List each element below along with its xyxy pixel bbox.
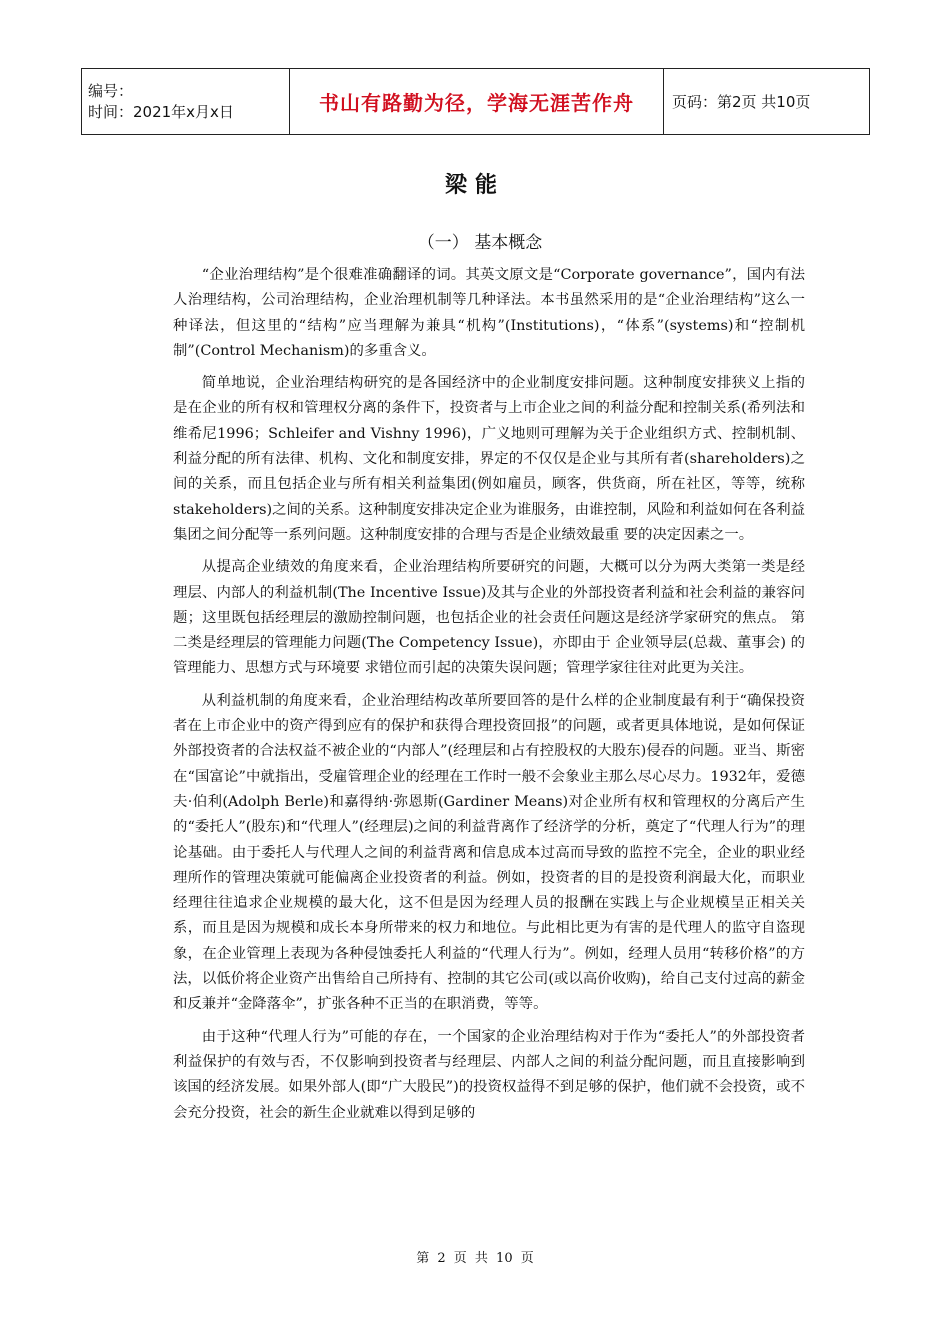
paragraph-5: 由于这种“代理人行为”可能的存在，一个国家的企业治理结构对于作为“委托人”的外部投资者利益保护的有效与否，不仅影响到投资者与经理层、内部人之间的利益分配问题，而且直接影响到该国的经济发展。如果外部人(即“广大股民”)的投资权益得不到足够的保护，他们就不会投资，或不会充分投资，社会的新生企业就难以得到足够的	[173, 1028, 805, 1121]
document-title: 梁能	[444, 173, 505, 198]
body-content	[173, 263, 805, 1133]
header-table	[81, 68, 870, 135]
paragraph-3: 从提高企业绩效的角度来看，企业治理结构所要研究的问题，大概可以分为两大类第一类是经理层、内部人的利益机制(The Incentive Issue)及其与企业的外部投资者利益和社会利益的兼容问题；这里既包括经理层的激励控制问题，也包括企业的社会责任问题这是经济学家研究的焦点。 第二类是经理层的管理能力问题(The Competency Issue)，亦即由于 企业领导层(总裁、董事会) 的管理能力、思想方式与环境要 求错位而引起的决策失误问题；管理学家往往对此更为关注。	[173, 559, 805, 677]
motto: 书山有路勤为径，学海无涯苦作舟	[290, 69, 664, 135]
header-left-cell	[82, 69, 290, 135]
paragraph-1: “企业治理结构”是个很难准确翻译的词。其英文原文是“Corporate governance”，国内有法人治理结构，公司治理结构，企业治理机制等几种译法。本书虽然采用的是“企业治理结构”这么一种译法，但这里的“结构”应当理解为兼具“机构”(Institutions)，“体系”(systems)和“控制机制”(Control Mechanism)的多重含义。	[173, 267, 805, 359]
page-label: 页码：第2页 共10页	[664, 69, 870, 135]
paragraph-2: 简单地说，企业治理结构研究的是各国经济中的企业制度安排问题。这种制度安排狭义上指的是在企业的所有权和管理权分离的条件下，投资者与上市企业之间的利益分配和控制关系(希列法和维希尼1996；Schleifer and Vishny 1996)，广义地则可理解为关于企业组织方式、控制机制、利益分配的所有法律、机构、文化和制度安排，界定的不仅仅是企业与其所有者(shareholders)之间的关系，而且包括企业与所有相关利益集团(例如雇员，顾客，供货商，所在社区，等等，统称stakeholders)之间的关系。这种制度安排决定企业为谁服务，由谁控制，风险和利益如何在各利益集团之间分配等一系列问题。这种制度安排的合理与否是企业绩效最重 要的决定因素之一。	[173, 375, 805, 543]
paragraph-4: 从利益机制的角度来看，企业治理结构改革所要回答的是什么样的企业制度最有利于“确保投资者在上市企业中的资产得到应有的保护和获得合理投资回报”的问题，或者更具体地说，是如何保证外部投资者的合法权益不被企业的“内部人”(经理层和占有控股权的大股东)侵吞的问题。亚当、斯密在“国富论”中就指出，受雇管理企业的经理在工作时一般不会象业主那么尽心尽力。1932年，爱德夫·伯利(Adolph Berle)和嘉得纳·弥恩斯(Gardiner Means)对企业所有权和管理权的分离后产生的“委托人”(股东)和“代理人”(经理层)之间的利益背离作了经济学的分析，奠定了“代理人行为”的理论基础。由于委托人与代理人之间的利益背离和信息成本过高而导致的监控不完全，企业的职业经理所作的管理决策就可能偏离企业投资者的利益。例如，投资者的目的是投资利润最大化，而职业经理往往追求企业规模的最大化，这不但是因为经理人员的报酬在实践上与企业规模呈正相关关系，而且是因为规模和成长本身所带来的权力和地位。与此相比更为有害的是代理人的监守自盗现象，在企业管理上表现为各种侵蚀委托人利益的“代理人行为”。例如，经理人员用“转移价格”的方法，以低价将企业资产出售给自己所持有、控制的其它公司(或以高价收购)，给自己支付过高的薪金和反兼并“金降落伞”，扩张各种不正当的在职消费，等等。	[173, 692, 805, 1013]
section-heading: （一） 基本概念	[417, 233, 543, 253]
date-label: 时间：2021年x月x日	[88, 102, 234, 121]
page-footer: 第 2 页 共 10 页	[416, 1251, 534, 1266]
number-label: 编号：	[88, 81, 134, 100]
